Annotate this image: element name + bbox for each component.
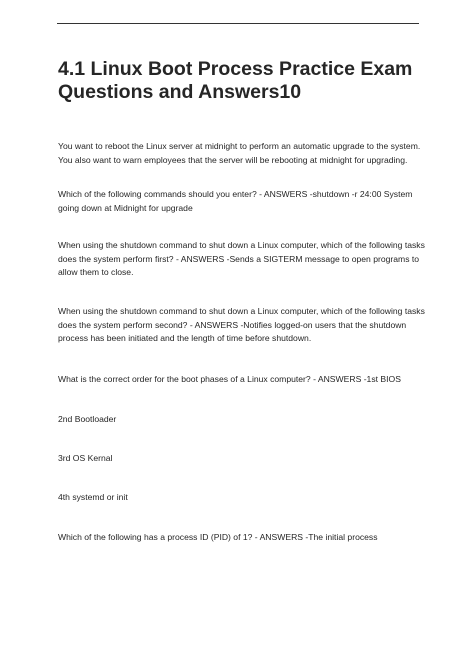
paragraph-question-5: Which of the following has a process ID (PID) of 1? - ANSWERS -The initial process <box>58 532 378 542</box>
paragraph-boot-step-3: 3rd OS Kernal <box>58 453 113 463</box>
paragraph-question-1-answer: Which of the following commands should you enter? - ANSWERS -shutdown -r 24:00 System going down at Midnight for upgrade <box>58 189 413 213</box>
paragraph-boot-step-2: 2nd Bootloader <box>58 414 117 424</box>
paragraph-question-4: What is the correct order for the boot phases of a Linux computer? - ANSWERS -1st BIOS <box>58 374 401 384</box>
paragraph-boot-step-4: 4th systemd or init <box>58 492 128 502</box>
header-rule <box>57 23 419 24</box>
paragraph-question-3: When using the shutdown command to shut down a Linux computer, which of the following tasks does the system perform second? - ANSWERS -Notifies logged-on users that the shutdown process has been initiated and the length of time before shutdown. <box>58 306 425 343</box>
document-title: 4.1 Linux Boot Process Practice Exam Questions and Answers10 <box>58 58 413 103</box>
paragraph-question-2: When using the shutdown command to shut down a Linux computer, which of the following tasks does the system perform first? - ANSWERS -Sends a SIGTERM message to open programs to allow them to close. <box>58 240 425 277</box>
paragraph-question-1-intro: You want to reboot the Linux server at midnight to perform an automatic upgrade to the system. You also want to warn employees that the server will be rebooting at midnight for upgrading. <box>58 141 421 165</box>
